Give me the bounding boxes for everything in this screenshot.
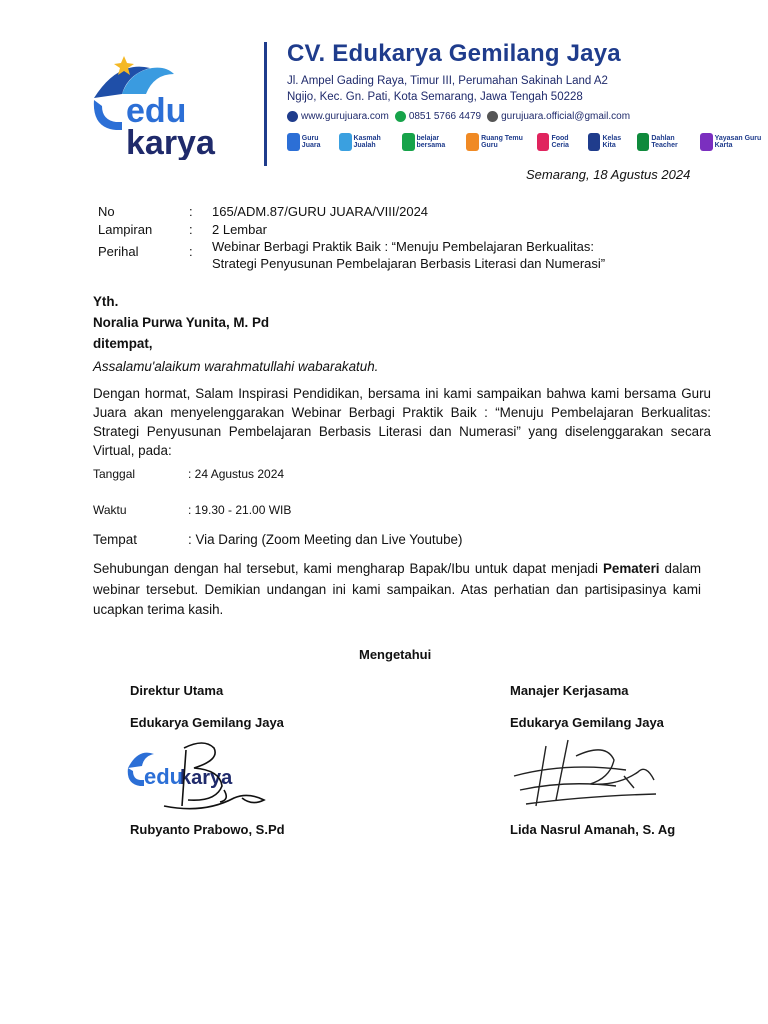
right-signer-name: Lida Nasrul Amanah, S. Ag (510, 822, 676, 837)
left-signature (124, 740, 274, 820)
address-line-2: Ngijo, Kec. Gn. Pati, Kota Semarang, Jawa Tengah 50228 (287, 91, 583, 103)
event-value-tanggal: : 24 Agustus 2024 (188, 467, 285, 481)
header-divider (264, 42, 267, 166)
paragraph-closing: Sehubungan dengan hal tersebut, kami mengharap Bapak/Ibu untuk dapat menjadi Pemateri dalam webinar tersebut. Demikian undangan ini kami sampaikan. Atas perhatian dan partisipasinya kami ucapkan terima kasih. (93, 561, 701, 617)
brand-logo: Food Ceria (537, 133, 581, 151)
email-contact[interactable]: gurujuara.official@gmail.com (487, 111, 630, 122)
address-line-1: Jl. Ampel Gading Raya, Timur III, Perumahan Sakinah Land A2 (287, 75, 608, 87)
brand-logo: Guru Juara (287, 133, 332, 151)
paragraph-intro: Dengan hormat, Salam Inspirasi Pendidikan, bersama ini kami sampaikan bahwa kami bersama Guru Juara akan menyelenggarakan Webinar Berbagi Praktik Baik : “Menuju Pembelajaran Berkualitas: Strategi Penyusunan Pembelajaran Berbasis Literasi dan Numerasi” yang diselenggarakan secara Virtual, pada: (93, 386, 711, 458)
brand-icon (637, 133, 650, 151)
brand-logo: Ruang Temu Guru (466, 133, 529, 151)
meta-value-no: 165/ADM.87/GURU JUARA/VIII/2024 (212, 204, 429, 219)
svg-text:karya: karya (126, 124, 215, 160)
right-signer-title: Manajer Kerjasama (510, 683, 629, 698)
event-label-waktu: Waktu (93, 503, 127, 517)
right-signer-org: Edukarya Gemilang Jaya (510, 715, 664, 730)
whatsapp-icon (395, 111, 406, 122)
brand-logo: Dahlan Teacher (637, 133, 693, 151)
brand-icon (537, 133, 550, 151)
recipient-yth: Yth. (93, 294, 119, 309)
meta-colon: : (189, 222, 193, 237)
brand-icon (700, 133, 713, 151)
brand-icon (466, 133, 479, 151)
svg-text:edu: edu (144, 764, 184, 789)
letter-date: Semarang, 18 Agustus 2024 (526, 167, 691, 182)
svg-text:edu: edu (126, 92, 187, 130)
meta-value-perihal: Webinar Berbagi Praktik Baik : “Menuju Pembelajaran Berkualitas: (212, 239, 594, 254)
meta-colon: : (189, 244, 193, 259)
left-signer-name: Rubyanto Prabowo, S.Pd (130, 822, 285, 837)
greeting: Assalamu'alaikum warahmatullahi wabarakatuh. (93, 359, 379, 374)
brand-icon (402, 133, 415, 151)
event-label-tempat: Tempat (93, 532, 137, 547)
event-label-tanggal: Tanggal (93, 467, 136, 481)
company-name: CV. Edukarya Gemilang Jaya (287, 40, 621, 67)
meta-label-perihal: Perihal (98, 244, 139, 259)
mengetahui-label: Mengetahui (359, 647, 432, 662)
svg-text:karya: karya (180, 767, 233, 789)
meta-colon: : (189, 204, 193, 219)
globe-icon (287, 111, 298, 122)
recipient-name: Noralia Purwa Yunita, M. Pd (93, 315, 270, 330)
brand-icon (287, 133, 300, 151)
meta-label-lampiran: Lampiran (98, 222, 153, 237)
meta-value-perihal-line2: Strategi Penyusunan Pembelajaran Berbasis Literasi dan Numerasi” (212, 256, 606, 271)
event-value-waktu: : 19.30 - 21.00 WIB (188, 503, 292, 517)
brand-icon (339, 133, 352, 151)
recipient-place: ditempat, (93, 336, 153, 351)
meta-value-lampiran: 2 Lembar (212, 222, 267, 237)
brand-logo: Yayasan Guru Karta (700, 133, 768, 151)
left-signer-org: Edukarya Gemilang Jaya (130, 715, 284, 730)
meta-label-no: No (98, 204, 115, 219)
website-contact[interactable]: www.gurujuara.com (287, 111, 389, 122)
event-value-tempat: : Via Daring (Zoom Meeting dan Live Youtube) (188, 532, 463, 547)
pemateri-emphasis: Pemateri (602, 561, 660, 576)
right-signature (506, 736, 666, 818)
edukarya-logo (88, 50, 248, 160)
brand-logos (287, 133, 768, 151)
brand-icon (588, 133, 601, 151)
left-signer-title: Direktur Utama (130, 683, 224, 698)
brand-logo: belajar bersama (402, 133, 460, 151)
contact-bar (287, 111, 630, 122)
phone-contact[interactable]: 0851 5766 4479 (395, 111, 481, 122)
brand-logo: Kelas Kita (588, 133, 630, 151)
brand-logo: Kasmah Jualah (339, 133, 395, 151)
email-icon (487, 111, 498, 122)
